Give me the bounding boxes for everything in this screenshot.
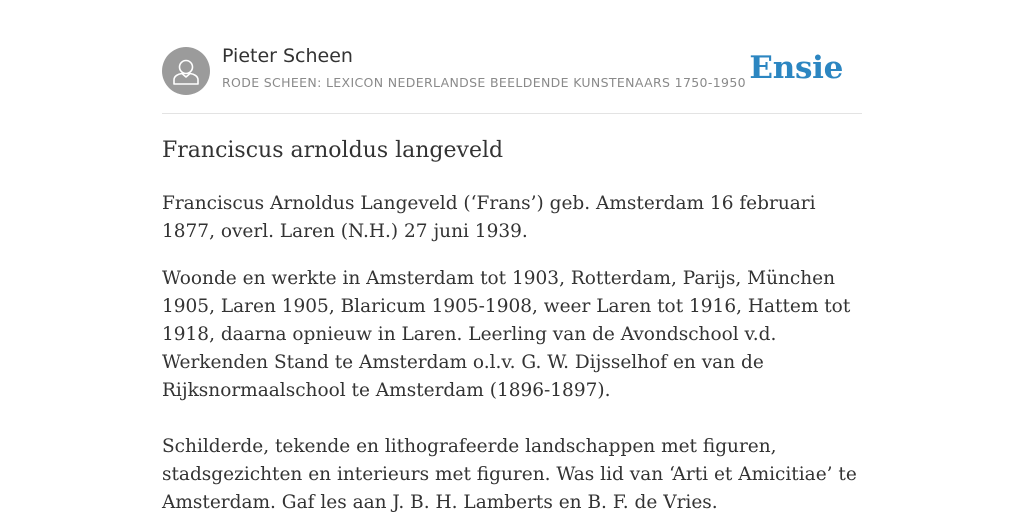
source-label[interactable]: RODE SCHEEN: LEXICON NEDERLANDSE BEELDENDE KUNSTENAARS 1750-1950 [222, 75, 746, 90]
article-paragraph: Woonde en werkte in Amsterdam tot 1903, Rotterdam, Parijs, München 1905, Laren 1905, Blaricum 1905-1908, weer Laren tot 1916, Hattem tot 1918, daarna opnieuw in Laren. Leerling van de Avondschool v.d. Werkenden Stand te Amsterdam o.l.v. G. W. Dijsselhof en van de Rijksnormaalschool te Amsterdam (1896-1897). [162, 268, 851, 401]
page-content [162, 0, 862, 512]
article-paragraph: Franciscus Arnoldus Langeveld (‘Frans’) geb. Amsterdam 16 februari 1877, overl. Laren (N.H.) 27 juni 1939. [162, 193, 816, 242]
author-name-link[interactable]: Pieter Scheen [222, 45, 353, 67]
user-avatar-icon [162, 47, 210, 95]
author-header [162, 0, 862, 114]
article-paragraph: Schilderde, tekende en lithografeerde landschappen met figuren, stadsgezichten en interieurs met figuren. Was lid van ‘Arti et Amicitiae’ te Amsterdam. Gaf les aan J. B. H. Lamberts en B. F. de Vries. [162, 436, 857, 512]
ensie-logo[interactable]: Ensie [749, 50, 843, 86]
article-title: Franciscus arnoldus langeveld [162, 138, 504, 163]
author-avatar[interactable] [162, 47, 210, 95]
